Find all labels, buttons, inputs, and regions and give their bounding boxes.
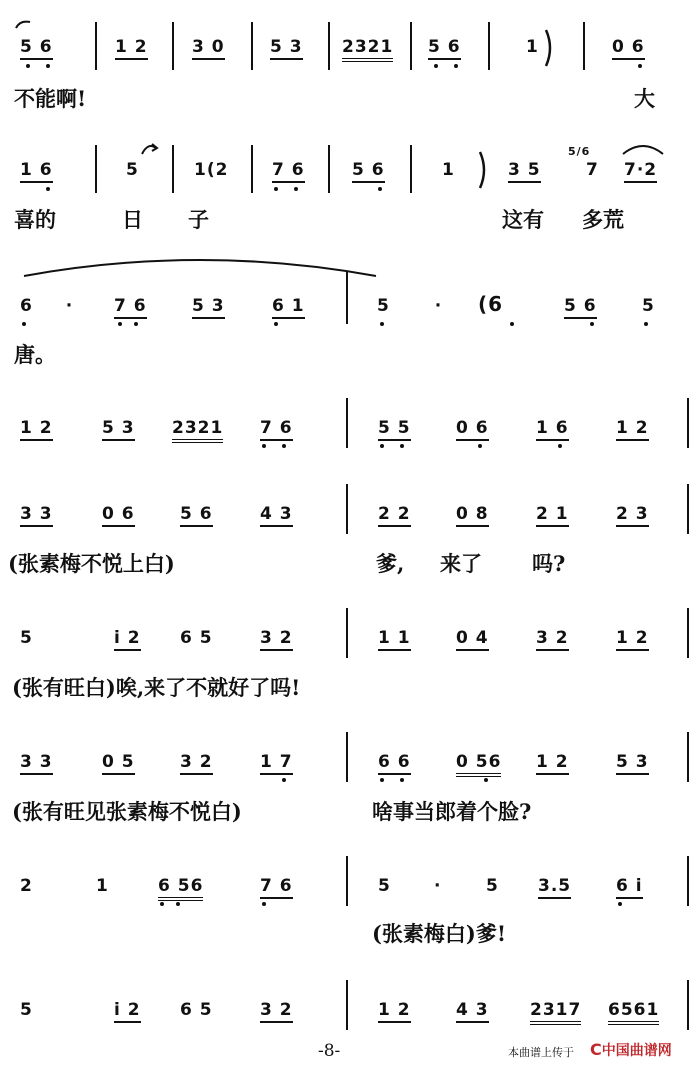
octave-dot — [262, 902, 266, 906]
note-group: 5 3 — [192, 296, 225, 319]
lyric-text: 唐。 — [14, 342, 56, 367]
octave-dot — [400, 778, 404, 782]
bar-line — [346, 398, 348, 448]
note-group: 5 6 — [428, 37, 461, 60]
octave-dot — [282, 778, 286, 782]
octave-dot — [176, 902, 180, 906]
note-group: 7 — [586, 160, 599, 180]
bar-line — [687, 980, 689, 1030]
note-group: 6 · — [20, 296, 87, 316]
upload-note: 本曲谱上传于 — [508, 1046, 574, 1059]
note-group: 5 — [20, 628, 33, 648]
note-group: 6 1 — [272, 296, 305, 319]
note-group: 7 6 — [272, 160, 305, 183]
note-group: 5 — [126, 160, 139, 180]
note-group: 3 2 — [260, 628, 293, 651]
note-group: 4 3 — [260, 504, 293, 527]
note-group: 0 4 — [456, 628, 489, 651]
bar-line — [251, 145, 253, 193]
octave-dot — [22, 322, 26, 326]
bar-line — [410, 145, 412, 193]
note-group: 2 2 — [378, 504, 411, 527]
lyric-text: 大 — [634, 86, 655, 111]
site-logo[interactable] — [590, 1040, 672, 1060]
octave-dot — [378, 187, 382, 191]
note-group: 5 — [20, 1000, 33, 1020]
note-group: 5 — [642, 296, 655, 316]
octave-dot — [510, 322, 514, 326]
note-group: 3 2 — [260, 1000, 293, 1023]
note-group: 1 2 — [616, 628, 649, 651]
note-group: 5 6 — [180, 504, 213, 527]
note-group: 0 5 — [102, 752, 135, 775]
octave-dot — [380, 778, 384, 782]
note-group: 2 3 — [616, 504, 649, 527]
note-group: 5 5 — [378, 418, 411, 441]
note-group: 1 — [442, 160, 455, 180]
octave-dot — [46, 64, 50, 68]
lyric-text: 啥事当郎着个脸? — [372, 799, 532, 824]
grace-note: 5/6 — [568, 145, 591, 158]
lyric-text: 多荒 — [582, 207, 624, 232]
bar-line — [328, 145, 330, 193]
octave-dot — [590, 322, 594, 326]
bar-line — [687, 608, 689, 658]
octave-dot — [380, 322, 384, 326]
bar-line — [346, 856, 348, 906]
bar-line — [346, 980, 348, 1030]
lyric-text: (张素梅不悦上白) — [8, 551, 175, 576]
octave-dot — [638, 64, 642, 68]
note-group: 1 6 — [20, 160, 53, 183]
note-group: 5 · — [377, 296, 462, 316]
note-group: 7 6 — [260, 876, 293, 899]
bar-line — [583, 22, 585, 70]
octave-dot — [274, 322, 278, 326]
lyric-text: 喜的 — [14, 207, 56, 232]
bar-line — [95, 22, 97, 70]
note-group: 6 i — [616, 876, 643, 899]
note-group: 6 6 — [378, 752, 411, 775]
note-group: 0 6 — [456, 418, 489, 441]
bar-line — [95, 145, 97, 193]
bar-line — [410, 22, 412, 70]
bar-line — [687, 398, 689, 448]
note-group: 2321 — [172, 418, 223, 443]
octave-dot — [454, 64, 458, 68]
note-group: 3 3 — [20, 752, 53, 775]
octave-dot — [134, 322, 138, 326]
octave-dot — [380, 444, 384, 448]
note-group: 2 — [20, 876, 33, 896]
octave-dot — [274, 187, 278, 191]
note-group: 3.5 — [538, 876, 571, 899]
note-group: i 2 — [114, 628, 141, 651]
note-group: 2321 — [342, 37, 393, 62]
bar-line — [251, 22, 253, 70]
bar-line — [488, 22, 490, 70]
bar-line — [687, 732, 689, 782]
note-group: 5 3 — [102, 418, 135, 441]
lyric-text: 日 — [122, 207, 143, 232]
bar-line — [328, 22, 330, 70]
octave-dot — [484, 778, 488, 782]
note-group: · — [434, 876, 442, 896]
note-group: 1 — [526, 37, 539, 57]
breath-arrow — [140, 140, 160, 156]
note-group: 5 6 — [564, 296, 597, 319]
octave-dot — [558, 444, 562, 448]
note-group: i 2 — [114, 1000, 141, 1023]
lyric-text: (张有旺见张素梅不悦白) — [12, 799, 242, 824]
note-group: 3 2 — [536, 628, 569, 651]
lyric-text: (张素梅白)爹! — [372, 921, 507, 946]
note-group: 7 6 — [260, 418, 293, 441]
note-group: 1 6 — [536, 418, 569, 441]
octave-dot — [160, 902, 164, 906]
slur-mark — [14, 18, 34, 30]
octave-dot — [282, 444, 286, 448]
note-group: 1 2 — [536, 752, 569, 775]
logo-icon: C — [590, 1040, 602, 1059]
octave-dot — [478, 444, 482, 448]
octave-dot — [644, 322, 648, 326]
note-group: 5 3 — [616, 752, 649, 775]
octave-dot — [400, 444, 404, 448]
note-group: 2317 — [530, 1000, 581, 1025]
bar-line — [346, 272, 348, 324]
octave-dot — [262, 444, 266, 448]
note-group: 1 — [96, 876, 109, 896]
note-group: 5 3 — [270, 37, 303, 60]
site-logo-text: 中国曲谱网 — [601, 1043, 672, 1059]
note-group: 2 1 — [536, 504, 569, 527]
note-group: 4 3 — [456, 1000, 489, 1023]
note-group: 1 1 — [378, 628, 411, 651]
note-group: 3 0 — [192, 37, 225, 60]
slur-mark — [620, 140, 666, 156]
note-group: 6 5 — [180, 628, 213, 648]
note-group: 0 56 — [456, 752, 501, 777]
octave-dot — [434, 64, 438, 68]
lyric-text: 这有 — [502, 207, 544, 232]
note-group: 1 7 — [260, 752, 293, 775]
note-group: 0 8 — [456, 504, 489, 527]
closing-bracket — [478, 150, 490, 190]
note-group: 6 56 — [158, 876, 203, 901]
lyric-text: 爹, — [376, 551, 405, 576]
long-slur — [20, 254, 380, 280]
closing-bracket — [544, 28, 556, 68]
octave-dot — [294, 187, 298, 191]
octave-dot — [118, 322, 122, 326]
note-group: 1 2 — [616, 418, 649, 441]
octave-dot — [46, 187, 50, 191]
lyric-text: (张有旺白)唉,来了不就好了吗! — [12, 675, 301, 700]
note-group: 1 2 — [115, 37, 148, 60]
note-group: 5 — [486, 876, 499, 896]
note-group: (6 — [478, 292, 504, 316]
note-group: 6561 — [608, 1000, 659, 1025]
bar-line — [687, 856, 689, 906]
note-group: 7·2 — [624, 160, 657, 183]
note-group: 0 6 — [612, 37, 645, 60]
note-group: 1 2 — [20, 418, 53, 441]
note-group: 1(2 — [194, 160, 229, 180]
note-group: 6 5 — [180, 1000, 213, 1020]
note-group: 5 6 — [352, 160, 385, 183]
note-group: 3 2 — [180, 752, 213, 775]
bar-line — [172, 145, 174, 193]
bar-line — [346, 608, 348, 658]
note-group: 3 3 — [20, 504, 53, 527]
page-number: -8- — [318, 1041, 341, 1061]
lyric-text: 不能啊! — [14, 86, 87, 111]
bar-line — [687, 484, 689, 534]
octave-dot — [618, 902, 622, 906]
bar-line — [346, 732, 348, 782]
note-group: 5 — [378, 876, 391, 896]
note-group: 5 6 — [20, 37, 53, 60]
bar-line — [346, 484, 348, 534]
lyric-text: 吗? — [532, 551, 566, 576]
note-group: 0 6 — [102, 504, 135, 527]
lyric-text: 来了 — [440, 551, 482, 576]
note-group: 7 6 — [114, 296, 147, 319]
note-group: 1 2 — [378, 1000, 411, 1023]
octave-dot — [26, 64, 30, 68]
lyric-text: 子 — [188, 207, 209, 232]
bar-line — [172, 22, 174, 70]
note-group: 3 5 — [508, 160, 541, 183]
